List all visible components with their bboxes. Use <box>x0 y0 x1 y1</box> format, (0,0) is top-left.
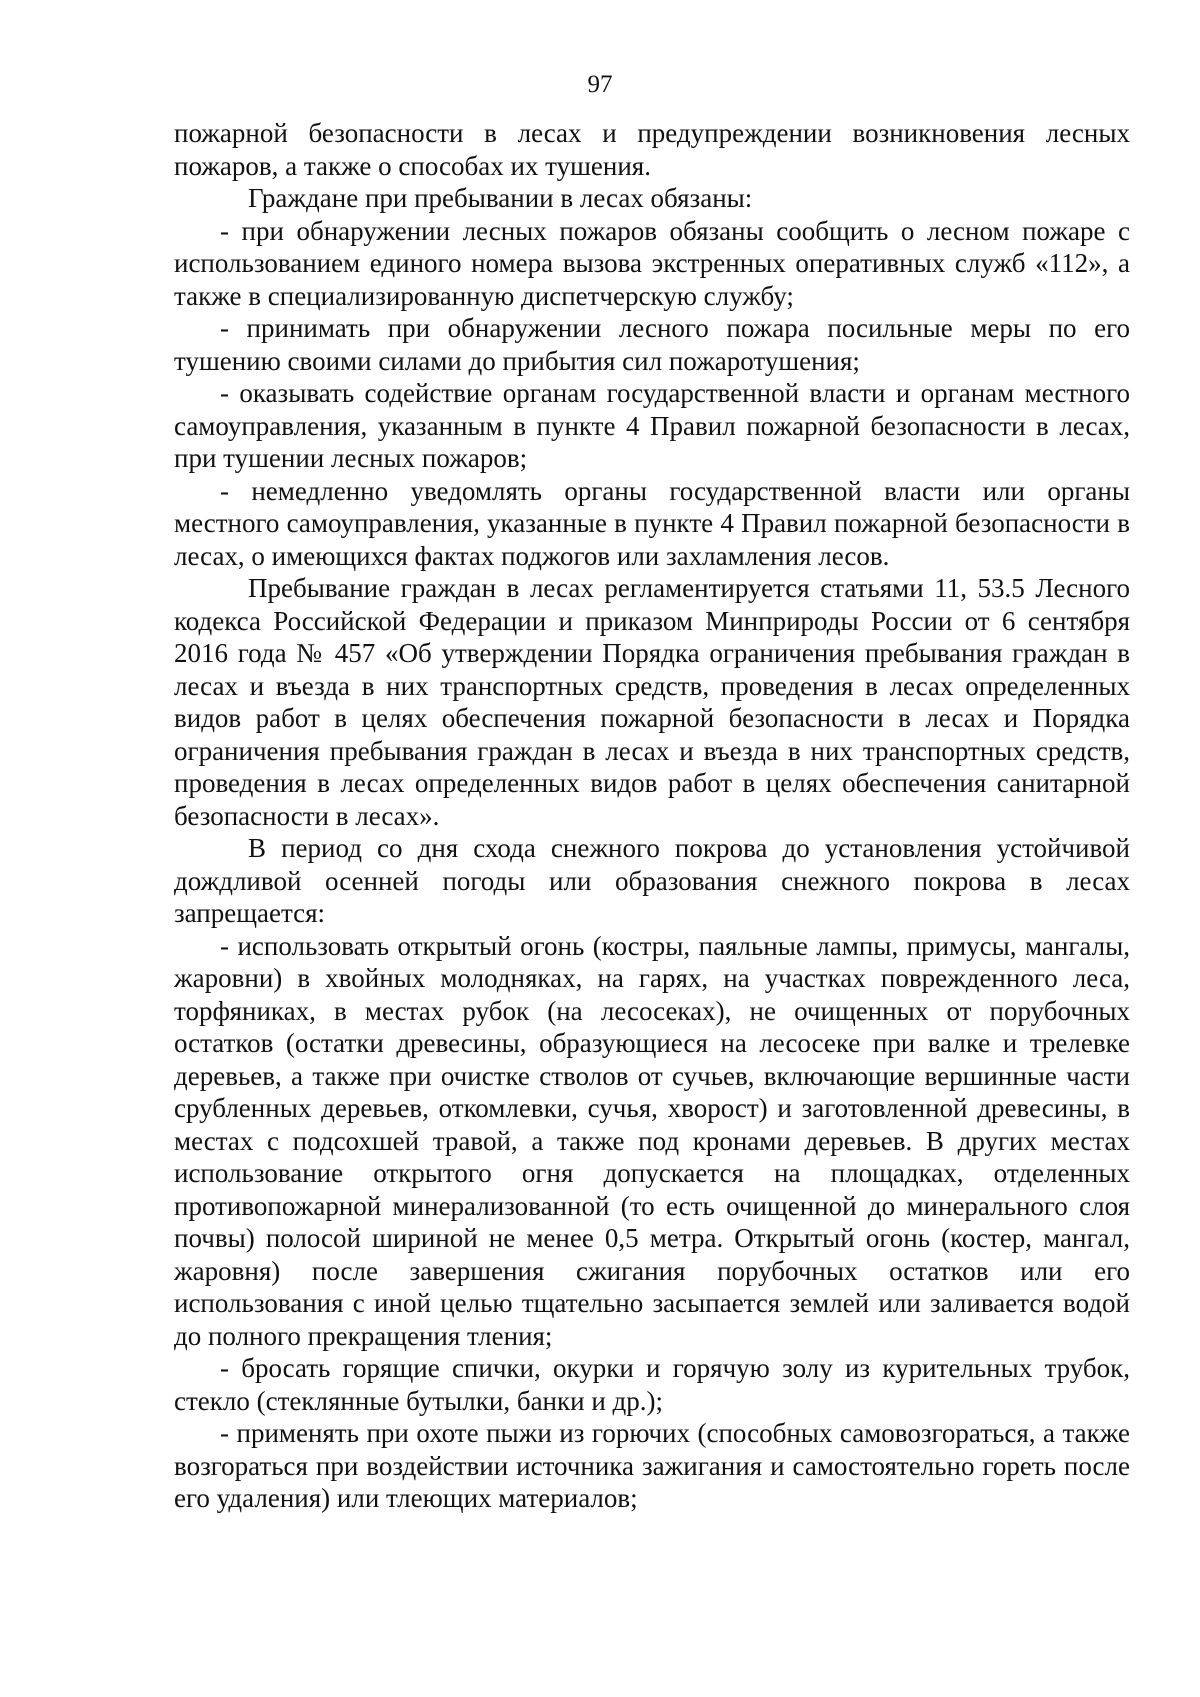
list-item-notify-arson: - немедленно уведомлять органы государственной власти или органы местного самоуправления, указанные в пункте 4 Правил пожарной безопасности в лесах, о имеющихся фактах поджогов или захламления лесов. <box>174 475 1130 571</box>
list-item-open-fire: - использовать открытый огонь (костры, паяльные лампы, примусы, мангалы, жаровни) в хвойных молодняках, на гарях, на участках поврежденного леса, торфяниках, в местах рубок (на лесосеках), не очищенных от порубочных остатков (остатки древесины, образующиеся на лесосеке при валке и трелевке деревьев, а также при очистке стволов от сучьев, включающие вершинные части срубленных деревьев, откомлевки, сучья, хворост) и заготовленной древесины, в местах с подсохшей травой, а также под кронами деревьев. В других местах использование открытого огня допускается на площадках, отделенных противопожарной минерализованной (то есть очищенной до минерального слоя почвы) полосой шириной не менее 0,5 метра. Открытый огонь (костер, мангал, жаровня) после завершения сжигания порубочных остатков или его использования с иной целью тщательно засыпается землей или заливается водой до полного прекращения тления; <box>174 930 1130 1351</box>
document-body <box>174 117 1130 1515</box>
list-item-extinguish-measures: - принимать при обнаружении лесного пожара посильные меры по его тушению своими силами до прибытия сил пожаротушения; <box>174 313 1130 376</box>
paragraph-intro-continuation: пожарной безопасности в лесах и предупреждении возникновения лесных пожаров, а также о способах их тушения. <box>174 118 1130 181</box>
list-item-assist-authorities: - оказывать содействие органам государственной власти и органам местного самоуправления, указанным в пункте 4 Правил пожарной безопасности в лесах, при тушении лесных пожаров; <box>174 378 1130 473</box>
paragraph-citizens-obligations-heading: Граждане при пребывании в лесах обязаны: <box>248 183 753 213</box>
page-number: 97 <box>587 71 613 98</box>
list-item-report-fire: - при обнаружении лесных пожаров обязаны сообщить о лесном пожаре с использованием единого номера вызова экстренных оперативных служб «112», а также в специализированную диспетчерскую службу; <box>174 215 1130 311</box>
paragraph-prohibited-period: В период со дня схода снежного покрова до установления устойчивой дождливой осенней погоды или образования снежного покрова в лесах запрещается: <box>174 833 1130 928</box>
list-item-hunting-wads: - применять при охоте пыжи из горючих (способных самовозгораться, а также возгораться при воздействии источника зажигания и самостоятельно гореть после его удаления) или тлеющих материалов; <box>174 1418 1130 1513</box>
list-item-matches-cigarettes: - бросать горящие спички, окурки и горячую золу из курительных трубок, стекло (стеклянные бутылки, банки и др.); <box>174 1353 1130 1416</box>
paragraph-regulation: Пребывание граждан в лесах регламентируется статьями 11, 53.5 Лесного кодекса Российской Федерации и приказом Минприроды России от 6 сентября 2016 года № 457 «Об утверждении Порядка ограничения пребывания граждан в лесах и въезда в них транспортных средств, проведения в лесах определенных видов работ в целях обеспечения пожарной безопасности в лесах и Порядка ограничения пребывания граждан в лесах и въезда в них транспортных средств, проведения в лесах определенных видов работ в целях обеспечения санитарной безопасности в лесах». <box>174 573 1130 831</box>
